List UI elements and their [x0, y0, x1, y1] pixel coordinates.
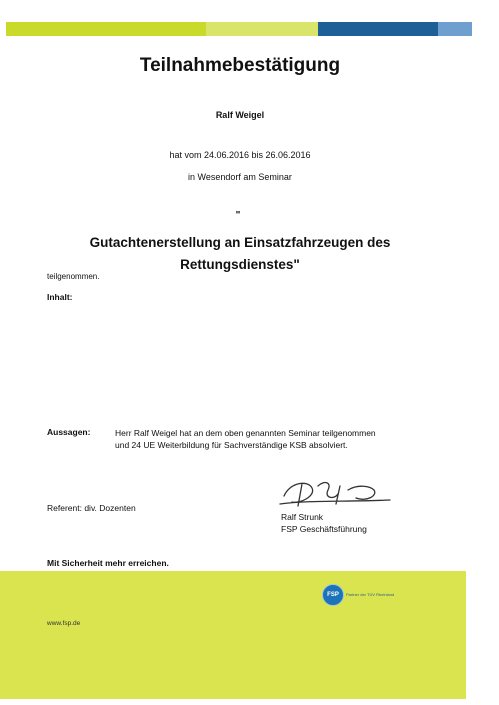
seminar-location: in Wesendorf am Seminar [188, 172, 292, 182]
statements-line-1: Herr Ralf Weigel hat an dem oben genannten Seminar teilgenommen [115, 428, 376, 438]
slogan: Mit Sicherheit mehr erreichen. [47, 558, 169, 568]
referent-text: Referent: div. Dozenten [47, 503, 136, 513]
signer-title: FSP Geschäftsführung [281, 524, 367, 534]
statements-text [115, 427, 425, 451]
color-bar-segment-lime [6, 22, 206, 36]
signer-name: Ralf Strunk [281, 512, 324, 522]
content-label: Inhalt: [47, 292, 73, 302]
participant-name: Ralf Weigel [215, 110, 265, 120]
signature [278, 476, 398, 510]
statements-label: Aussagen: [47, 427, 91, 437]
color-bar-segment-light-blue [438, 22, 472, 36]
website-link[interactable]: www.fsp.de [47, 620, 81, 627]
fsp-logo-icon: FSP [322, 584, 344, 606]
seminar-title [40, 232, 440, 276]
signer-block [281, 511, 367, 535]
color-bar-segment-light-lime [206, 22, 318, 36]
header-color-bar [6, 22, 472, 36]
seminar-title-line-1: Gutachtenerstellung an Einsatzfahrzeugen des [89, 235, 391, 250]
seminar-dates: hat vom 24.06.2016 bis 26.06.2016 [169, 150, 311, 160]
seminar-title-line-2: Rettungsdienstes" [180, 257, 300, 272]
opening-quote: " [235, 210, 241, 221]
color-bar-segment-blue [318, 22, 438, 36]
participated-text: teilgenommen. [47, 272, 100, 281]
statements-line-2: und 24 UE Weiterbildung für Sachverständige KSB absolviert. [115, 440, 348, 450]
logo-subtext: Partner der TÜV Rheinland [346, 592, 395, 597]
footer-band [0, 571, 466, 699]
document-title: Teilnahmebestätigung [139, 55, 341, 76]
